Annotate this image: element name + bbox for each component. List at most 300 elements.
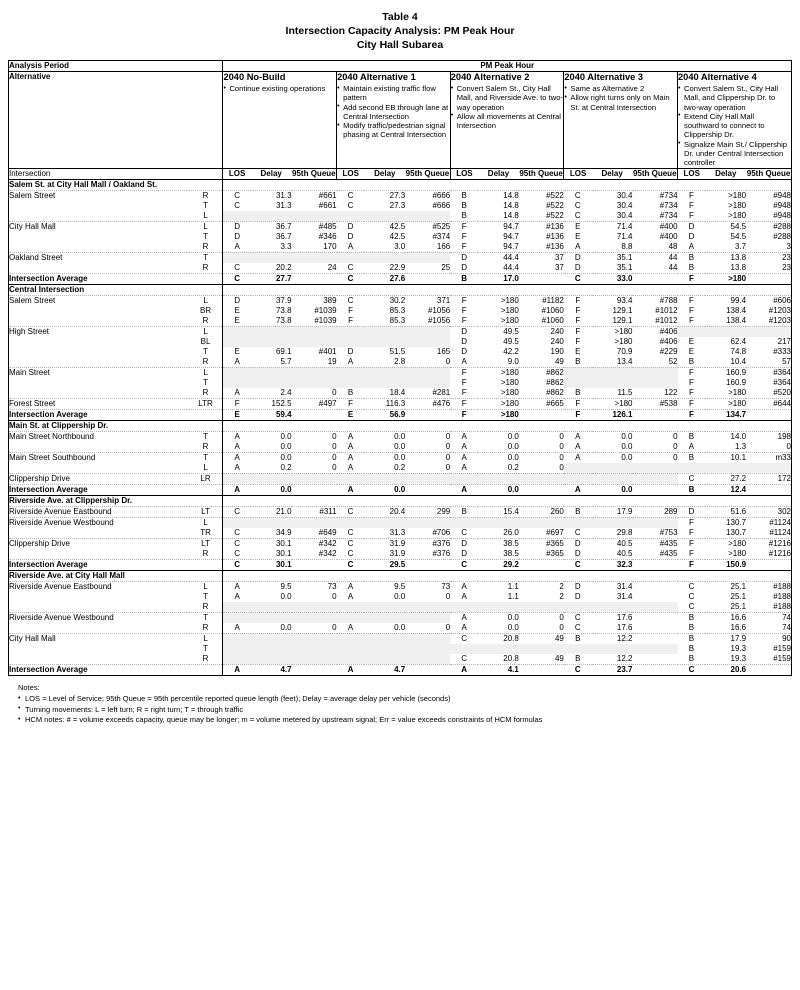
- average-queue: [519, 664, 564, 675]
- movement-code: R: [189, 549, 223, 560]
- cell-queue: #1203: [746, 316, 791, 327]
- cell-queue: #288: [773, 221, 791, 231]
- cell-los: [223, 326, 251, 337]
- intersection-column-header: Intersection: [9, 168, 223, 179]
- cell-los: A: [337, 463, 365, 474]
- cell-queue: 0: [405, 357, 450, 368]
- cell-queue: 24: [292, 263, 337, 274]
- cell-los: A: [461, 591, 467, 601]
- cell-los: F: [337, 316, 365, 327]
- section-header-spacer: [564, 284, 678, 295]
- cell-delay: 19.3: [730, 643, 747, 653]
- title-line-2: Intersection Capacity Analysis: PM Peak Hour: [285, 25, 515, 37]
- movement-code: T: [203, 591, 208, 601]
- cell-queue: #406: [659, 336, 678, 346]
- cell-queue: #188: [773, 581, 791, 591]
- cell-queue: #364: [773, 367, 791, 377]
- cell-queue: #522: [519, 211, 564, 222]
- subheader-95th-queue-alt2: 95th Queue: [405, 168, 450, 178]
- table-row: [9, 221, 792, 232]
- cell-queue: #288: [773, 231, 791, 241]
- cell-queue: 0: [746, 442, 791, 453]
- cell-los: F: [337, 398, 365, 409]
- cell-delay: 30.1: [251, 549, 292, 560]
- cell-los: D: [461, 346, 468, 356]
- street-name: Forest Street: [9, 398, 189, 409]
- cell-queue: [292, 211, 337, 222]
- cell-queue: [405, 644, 450, 654]
- cell-los: F: [689, 190, 694, 200]
- cell-delay: 51.6: [705, 506, 746, 517]
- cell-queue: 23: [746, 263, 791, 274]
- cell-delay: 10.4: [705, 357, 746, 368]
- cell-queue: [632, 592, 677, 602]
- alternative-bullet: • Same as Alternative 2: [564, 84, 677, 93]
- cell-delay: 94.7: [503, 221, 519, 231]
- cell-delay: 73.8: [251, 316, 292, 327]
- cell-delay: 34.9: [251, 528, 292, 539]
- cell-queue: #311: [292, 506, 337, 517]
- cell-los: C: [337, 528, 365, 539]
- cell-los: D: [688, 231, 695, 241]
- cell-delay: 138.4: [705, 316, 746, 327]
- cell-los: [450, 517, 478, 528]
- subheader-delay-alt2: Delay: [364, 168, 405, 179]
- cell-los: B: [688, 252, 695, 262]
- cell-queue: 25: [405, 263, 450, 274]
- average-queue: [292, 484, 337, 495]
- cell-queue: 44: [668, 252, 678, 262]
- cell-los: [223, 654, 251, 665]
- cell-delay: 12.2: [592, 654, 633, 665]
- section-header-spacer: [337, 495, 451, 506]
- cell-delay: >180: [478, 398, 519, 409]
- cell-queue: 49: [519, 654, 564, 665]
- cell-queue: [746, 326, 791, 337]
- cell-queue: [292, 378, 337, 388]
- average-los: F: [678, 409, 706, 420]
- cell-delay: 9.5: [394, 581, 406, 591]
- cell-los: F: [575, 336, 581, 346]
- cell-los: [337, 252, 365, 263]
- average-los: B: [450, 273, 478, 284]
- cell-queue: #606: [773, 295, 791, 305]
- section-header-spacer: [678, 495, 792, 506]
- cell-delay: 130.7: [726, 517, 747, 527]
- cell-delay: 93.4: [616, 295, 633, 305]
- alternative-row: [9, 72, 792, 169]
- cell-los: C: [337, 263, 365, 274]
- cell-los: D: [574, 581, 581, 591]
- cell-delay: 20.8: [478, 654, 519, 665]
- cell-los: A: [347, 591, 354, 601]
- cell-delay: 0.0: [592, 442, 633, 453]
- table-row: [9, 517, 792, 528]
- average-los: C: [564, 559, 592, 570]
- cell-los: D: [461, 252, 468, 262]
- cell-queue: [292, 252, 337, 263]
- cell-delay: 2.4: [251, 388, 292, 399]
- cell-los: A: [223, 388, 251, 399]
- cell-queue: 172: [746, 473, 791, 484]
- cell-delay: 36.7: [275, 221, 292, 231]
- cell-los: F: [575, 295, 581, 305]
- cell-queue: 0: [519, 623, 564, 634]
- movement-code: R: [189, 442, 223, 453]
- cell-los: A: [223, 452, 251, 463]
- table-row: [9, 612, 792, 623]
- cell-queue: 299: [405, 506, 450, 517]
- cell-queue: #697: [519, 528, 564, 539]
- cell-queue: [632, 602, 677, 613]
- cell-queue: [405, 378, 450, 388]
- cell-queue: 240: [550, 326, 564, 336]
- cell-los: F: [564, 398, 592, 409]
- street-name: [9, 644, 189, 654]
- cell-los: [337, 378, 365, 388]
- average-delay: 4.7: [251, 664, 292, 675]
- cell-los: D: [574, 591, 581, 601]
- street-name: [9, 463, 189, 474]
- cell-los: [337, 367, 365, 378]
- cell-delay: [364, 654, 405, 665]
- table-row: [9, 431, 792, 442]
- cell-los: [678, 463, 706, 474]
- cell-delay: 38.5: [478, 549, 519, 560]
- cell-delay: 0.0: [364, 623, 405, 634]
- cell-queue: [292, 644, 337, 654]
- average-delay: >180: [478, 409, 519, 420]
- cell-delay: [592, 602, 633, 613]
- cell-queue: 19: [292, 357, 337, 368]
- average-los: C: [564, 273, 592, 284]
- cell-los: [223, 633, 251, 644]
- table-row: [9, 538, 792, 549]
- movement-code: R: [189, 357, 223, 368]
- cell-queue: #365: [546, 538, 564, 548]
- cell-delay: 0.0: [621, 452, 633, 462]
- cell-delay: 13.8: [705, 263, 746, 274]
- cell-delay: 14.8: [478, 211, 519, 222]
- alternative-name-1: 2040 No-Build: [223, 72, 286, 82]
- cell-delay: 30.4: [616, 200, 633, 210]
- section-header-spacer: [223, 495, 337, 506]
- table-row: [9, 654, 792, 665]
- movement-code: R: [189, 623, 223, 634]
- cell-delay: 18.4: [364, 388, 405, 399]
- cell-delay: 9.0: [478, 357, 519, 368]
- cell-queue: #734: [632, 211, 677, 222]
- cell-los: F: [450, 242, 478, 253]
- section-header-spacer: [678, 284, 792, 295]
- cell-los: [564, 367, 592, 378]
- street-name: [9, 654, 189, 665]
- street-name: [9, 528, 189, 539]
- cell-los: D: [564, 549, 592, 560]
- cell-queue: 0: [445, 591, 451, 601]
- street-name: Salem Street: [9, 190, 56, 200]
- cell-queue: [632, 644, 677, 654]
- cell-delay: 31.3: [364, 528, 405, 539]
- cell-queue: 0: [405, 623, 450, 634]
- average-los: A: [564, 484, 592, 495]
- cell-los: C: [223, 506, 251, 517]
- cell-queue: #374: [432, 231, 451, 241]
- cell-delay: [251, 252, 292, 263]
- cell-queue: #538: [632, 398, 677, 409]
- cell-los: F: [461, 295, 467, 305]
- cell-delay: 0.0: [394, 431, 406, 441]
- cell-queue: 0: [332, 452, 337, 462]
- cell-queue: #1216: [746, 549, 791, 560]
- cell-queue: 217: [777, 336, 791, 346]
- cell-queue: #788: [659, 295, 678, 305]
- cell-los: F: [450, 398, 478, 409]
- cell-los: [337, 517, 365, 528]
- cell-delay: 160.9: [726, 367, 747, 377]
- cell-queue: 166: [405, 242, 450, 253]
- intersection-average-row: [9, 409, 792, 420]
- cell-delay: 0.0: [394, 591, 406, 601]
- average-delay: 30.1: [251, 559, 292, 570]
- average-los: A: [337, 484, 365, 495]
- section-name: Main St. at Clippership Dr.: [9, 420, 223, 431]
- cell-los: B: [678, 357, 706, 368]
- cell-delay: 71.4: [616, 231, 633, 241]
- cell-los: B: [564, 357, 592, 368]
- cell-los: F: [461, 377, 467, 387]
- cell-queue: 260: [519, 506, 564, 517]
- street-name: Clippership Drive: [9, 538, 70, 548]
- cell-queue: [632, 633, 677, 644]
- cell-los: A: [450, 442, 478, 453]
- average-delay: 4.1: [478, 664, 519, 675]
- average-queue: [632, 484, 677, 495]
- table-row: [9, 357, 792, 368]
- cell-delay: [364, 612, 405, 623]
- cell-los: [564, 602, 592, 613]
- cell-los: D: [223, 295, 251, 306]
- cell-queue: #342: [292, 549, 337, 560]
- cell-queue: #525: [432, 221, 451, 231]
- page-title: [8, 8, 792, 60]
- section-name: Riverside Ave. at City Hall Mall: [9, 570, 223, 581]
- note-item: • Turning movements: L = left turn; R = right turn; T = through traffic: [18, 705, 792, 716]
- cell-delay: [592, 378, 633, 388]
- table-row: [9, 252, 792, 263]
- cell-queue: [519, 517, 564, 528]
- average-delay: 29.2: [478, 559, 519, 570]
- intersection-average-row: [9, 273, 792, 284]
- street-name: [9, 602, 189, 613]
- intersection-average-label: Intersection Average: [9, 273, 223, 284]
- average-delay: 12.4: [705, 484, 746, 495]
- column-header-row: [9, 168, 792, 179]
- cell-delay: 130.7: [705, 528, 746, 539]
- street-name: [9, 337, 189, 347]
- subheader-delay-alt1: Delay: [251, 168, 292, 179]
- cell-los: F: [689, 295, 694, 305]
- alternative-bullet: • Maintain existing traffic flow pattern: [337, 84, 450, 103]
- cell-delay: [592, 463, 633, 474]
- table-notes: [18, 683, 792, 726]
- cell-queue: 3: [746, 242, 791, 253]
- alternative-name-2: 2040 Alternative 1: [337, 72, 416, 82]
- cell-delay: 9.5: [280, 581, 292, 591]
- cell-los: [223, 602, 251, 613]
- cell-queue: 48: [632, 242, 677, 253]
- section-header-spacer: [678, 570, 792, 581]
- cell-los: F: [689, 200, 694, 210]
- cell-queue: 0: [559, 452, 564, 462]
- average-los: A: [450, 664, 478, 675]
- note-item: • LOS = Level of Service; 95th Queue = 95th percentile reported queue length (feet); Delay = average delay per vehicle (seconds): [18, 694, 792, 705]
- section-header-spacer: [564, 495, 678, 506]
- average-los: C: [678, 664, 706, 675]
- cell-queue: 0: [519, 463, 564, 474]
- movement-code: LTR: [189, 398, 223, 409]
- cell-delay: 26.0: [478, 528, 519, 539]
- cell-queue: [405, 612, 450, 623]
- cell-queue: 302: [746, 506, 791, 517]
- cell-delay: [478, 602, 519, 613]
- street-name: [9, 232, 189, 242]
- cell-los: C: [461, 633, 468, 643]
- cell-queue: 170: [292, 242, 337, 253]
- average-queue: [292, 664, 337, 675]
- cell-queue: #661: [318, 190, 337, 200]
- cell-queue: [405, 367, 450, 378]
- average-queue: [746, 559, 791, 570]
- movement-code: T: [203, 643, 208, 653]
- cell-queue: [519, 644, 564, 654]
- alternative-bullet: • Modify traffic/pedestrian signal phasing at Central Intersection: [337, 121, 450, 140]
- cell-queue: #136: [546, 231, 564, 241]
- cell-los: F: [689, 517, 694, 527]
- cell-delay: >180: [705, 388, 746, 399]
- section-header-spacer: [450, 570, 564, 581]
- cell-queue: [632, 378, 677, 388]
- cell-los: C: [574, 190, 581, 200]
- cell-delay: 31.4: [616, 591, 633, 601]
- table-row: [9, 337, 792, 347]
- subheader-95th-queue-alt1: 95th Queue: [292, 168, 336, 178]
- section-header-spacer: [678, 420, 792, 431]
- cell-los: D: [347, 221, 354, 231]
- cell-queue: #666: [432, 200, 451, 210]
- average-queue: [632, 409, 677, 420]
- street-name: City Hall Mall: [9, 633, 56, 643]
- cell-los: E: [688, 336, 695, 346]
- table-row: [9, 442, 792, 453]
- cell-los: C: [223, 528, 251, 539]
- cell-los: F: [348, 305, 353, 315]
- cell-queue: [632, 654, 677, 665]
- cell-delay: 38.5: [503, 538, 519, 548]
- cell-delay: 54.5: [730, 221, 747, 231]
- cell-delay: 27.3: [389, 200, 406, 210]
- average-los: F: [678, 273, 706, 284]
- table-row: [9, 452, 792, 463]
- cell-queue: 371: [436, 295, 451, 305]
- section-header-spacer: [223, 284, 337, 295]
- section-header-spacer: [223, 179, 337, 190]
- cell-los: E: [223, 306, 251, 316]
- cell-los: [337, 211, 365, 222]
- alternative-column-2: [337, 72, 451, 169]
- table-row: [9, 463, 792, 474]
- table-row: [9, 398, 792, 409]
- cell-los: D: [461, 336, 468, 346]
- street-name: Riverside Avenue Eastbound: [9, 506, 189, 517]
- table-row: [9, 623, 792, 634]
- analysis-period-row: [9, 61, 792, 72]
- table-row: [9, 232, 792, 242]
- cell-delay: 15.4: [478, 506, 519, 517]
- cell-delay: 0.2: [478, 463, 519, 474]
- cell-queue: 0: [292, 463, 337, 474]
- cell-delay: 5.7: [251, 357, 292, 368]
- cell-queue: #706: [405, 528, 450, 539]
- cell-delay: 36.7: [275, 231, 292, 241]
- cell-queue: #400: [659, 231, 678, 241]
- average-delay: 0.0: [364, 484, 405, 495]
- cell-queue: 0: [445, 452, 451, 462]
- movement-code: L: [203, 295, 208, 305]
- average-los: C: [223, 559, 251, 570]
- cell-delay: 20.2: [251, 263, 292, 274]
- table-row: [9, 295, 792, 306]
- cell-delay: 17.9: [592, 506, 633, 517]
- average-los: E: [337, 409, 365, 420]
- cell-queue: 0: [332, 591, 337, 601]
- cell-los: A: [564, 442, 592, 453]
- cell-delay: 44.4: [503, 252, 519, 262]
- cell-los: B: [450, 211, 478, 222]
- cell-delay: >180: [614, 336, 633, 346]
- cell-delay: 129.1: [592, 316, 633, 327]
- average-queue: [519, 409, 564, 420]
- cell-los: F: [689, 367, 694, 377]
- cell-delay: 0.0: [364, 442, 405, 453]
- average-queue: [405, 409, 450, 420]
- average-delay: 33.0: [592, 273, 633, 284]
- subheader-95th-queue-alt4: 95th Queue: [632, 168, 677, 178]
- cell-delay: 99.4: [730, 295, 747, 305]
- cell-los: F: [461, 231, 467, 241]
- cell-queue: #522: [546, 190, 564, 200]
- cell-queue: [292, 337, 337, 347]
- cell-queue: [292, 633, 337, 644]
- average-queue: [746, 273, 791, 284]
- cell-los: D: [678, 506, 706, 517]
- street-name: [9, 306, 189, 316]
- table-row: [9, 326, 792, 337]
- cell-queue: #862: [546, 367, 564, 377]
- cell-delay: 0.0: [394, 452, 406, 462]
- average-queue: [292, 273, 337, 284]
- cell-queue: 0: [292, 442, 337, 453]
- cell-delay: 3.0: [364, 242, 405, 253]
- cell-delay: 3.7: [705, 242, 746, 253]
- average-delay: 32.3: [592, 559, 633, 570]
- cell-los: C: [574, 200, 581, 210]
- cell-los: C: [347, 190, 354, 200]
- cell-los: D: [450, 549, 478, 560]
- movement-code: L: [203, 581, 208, 591]
- cell-queue: #365: [519, 549, 564, 560]
- cell-los: A: [564, 242, 592, 253]
